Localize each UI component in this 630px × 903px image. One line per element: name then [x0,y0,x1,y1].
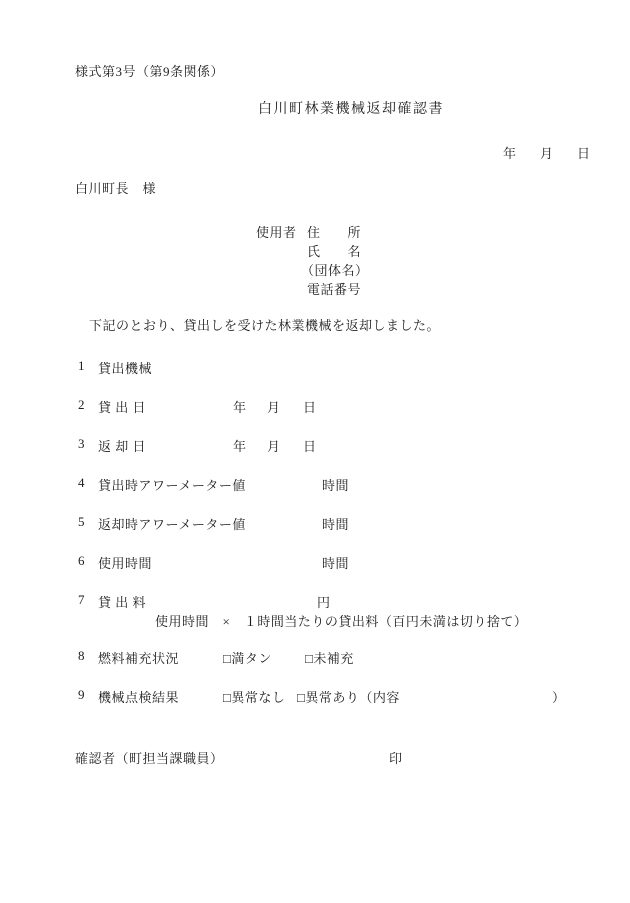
item-label-lent-machine: 貸出機械 [98,361,153,376]
fee-formula-note: 使用時間 × １時間当たりの貸出料（百円未満は切り捨て） [155,614,528,629]
date-month-label: 月 [540,146,554,161]
user-phone-label: 電話番号 [307,282,362,297]
date-year-label: 年 [503,146,517,161]
intro-sentence: 下記のとおり、貸出しを受けた林業機械を返却しました。 [89,318,441,333]
item-label-usage-hours: 使用時間 [98,556,153,571]
option-abnormality [297,687,400,706]
lend-date-day-label: 日 [303,400,317,415]
lend-date-month-label: 月 [267,400,281,415]
user-role-label: 使用者 [256,225,297,240]
user-name-label: 氏 名 [307,244,362,259]
option-abnormality-label: 異常あり（内容 [305,690,400,705]
option-no-abnormality-label: 異常なし [231,690,286,705]
item-number: 5 [78,514,85,529]
option-full-tank [223,648,272,667]
lend-date-year-label: 年 [233,400,247,415]
option-not-refilled [305,648,354,667]
hours-unit-label: 時間 [322,556,350,571]
item-number: 8 [78,648,85,663]
item-number: 7 [78,592,85,607]
checkbox-no-abnormality-icon[interactable]: □ [223,690,232,705]
item-label-hourmeter-at-return: 返却時アワーメーター値 [98,517,246,532]
page-title: 白川町林業機械返却確認書 [258,102,444,117]
return-date-day-label: 日 [303,439,317,454]
item-label-lend-fee: 貸 出 料 [98,595,147,610]
checkbox-abnormality-icon[interactable]: □ [297,690,306,705]
option-full-tank-label: 満タン [231,651,272,666]
seal-placeholder: 印 [389,751,403,766]
yen-unit-label: 円 [317,595,331,610]
date-day-label: 日 [577,146,591,161]
item-label-inspection-result: 機械点検結果 [98,690,180,705]
checkbox-not-refilled-icon[interactable]: □ [305,651,314,666]
addressee: 白川町長 様 [75,181,157,196]
item-label-fuel-refill-status: 燃料補充状況 [98,651,180,666]
form-number: 様式第3号（第9条関係） [75,64,225,79]
item-number: 4 [78,475,85,490]
item-number: 2 [78,397,85,412]
option-no-abnormality [223,687,285,706]
item-label-hourmeter-at-lend: 貸出時アワーメーター値 [98,478,246,493]
user-address-label: 住 所 [307,225,362,240]
user-org-label: （団体名） [301,263,369,278]
item-number: 3 [78,436,85,451]
item-label-lend-date: 貸 出 日 [98,400,147,415]
confirmer-label: 確認者（町担当課職員） [75,751,224,766]
option-not-refilled-label: 未補充 [313,651,354,666]
item-number: 1 [78,358,85,373]
return-date-year-label: 年 [233,439,247,454]
abnormality-close-paren: ） [552,690,566,705]
hours-unit-label: 時間 [322,478,350,493]
item-label-return-date: 返 却 日 [98,439,147,454]
hours-unit-label: 時間 [322,517,350,532]
checkbox-full-tank-icon[interactable]: □ [223,651,232,666]
item-number: 6 [78,553,85,568]
return-date-month-label: 月 [267,439,281,454]
item-number: 9 [78,687,85,702]
